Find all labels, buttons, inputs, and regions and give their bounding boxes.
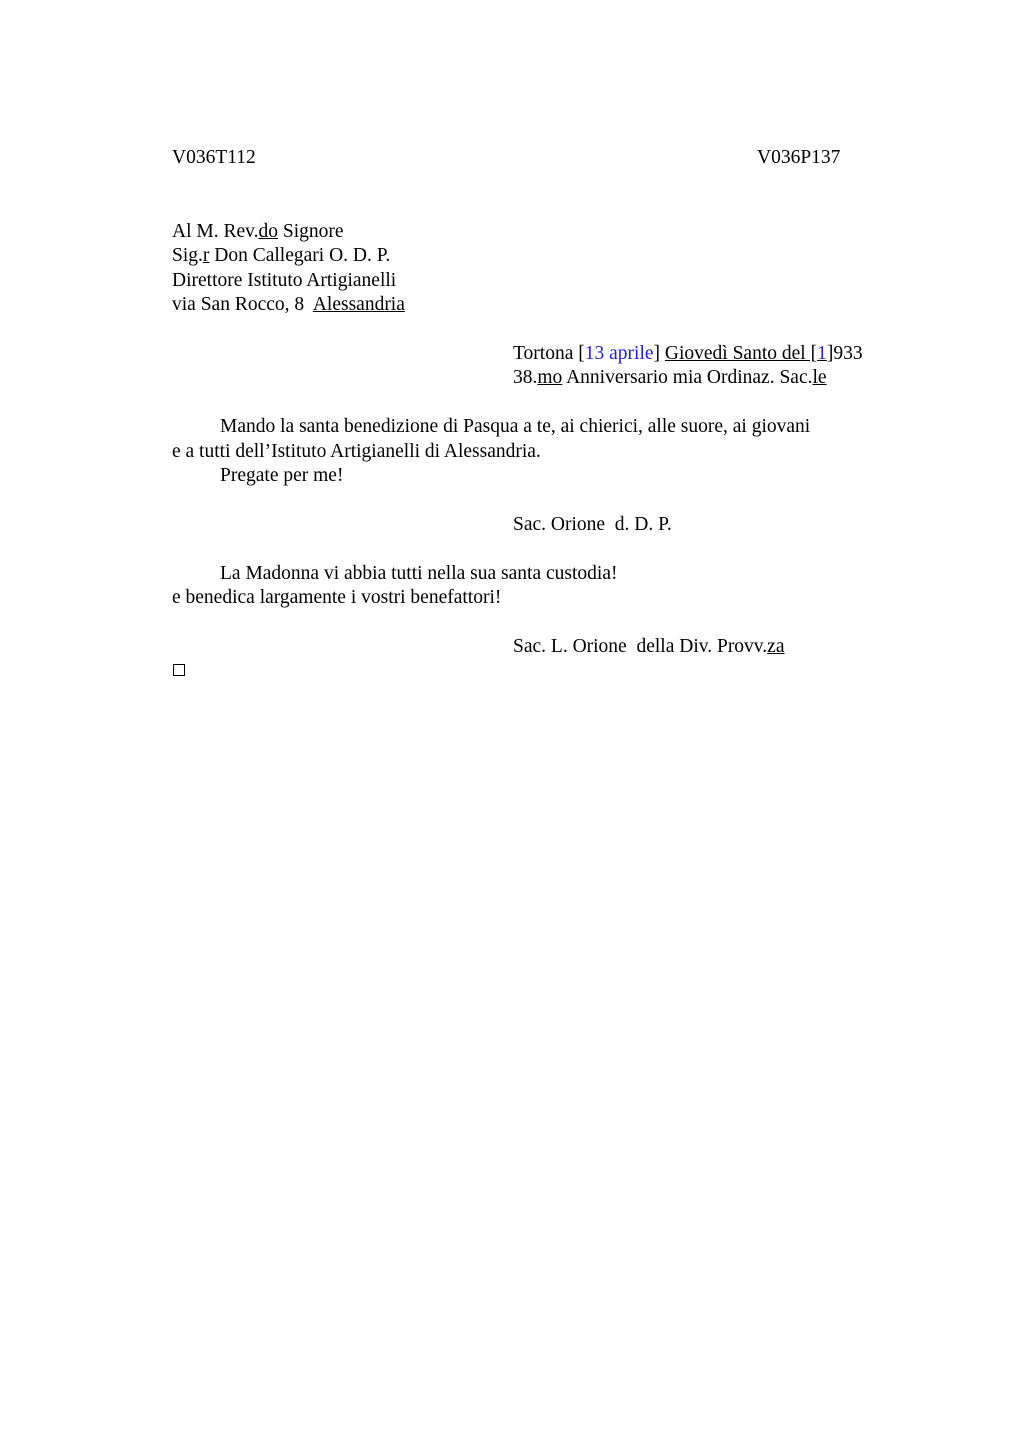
address-line-4 <box>172 293 405 317</box>
signature-2-text: Sac. L. Orione della Div. Provv. <box>513 636 768 657</box>
anniversary-abbrev: mo <box>537 367 563 388</box>
document-code-left: V036T112 <box>172 147 256 168</box>
address-city: Alessandria <box>312 294 405 315</box>
address-line-2-end: Don Callegari O. D. P. <box>209 245 391 266</box>
address-street: via San Rocco, 8 <box>172 294 313 315</box>
dateline-year-bracket: ] <box>826 343 834 364</box>
address-line-1-abbrev: do <box>258 221 278 242</box>
address-line-2 <box>172 244 390 268</box>
dateline-place: Tortona [ <box>513 343 585 364</box>
dateline-line-1 <box>513 342 863 366</box>
empty-square-mark <box>173 664 185 676</box>
address-line-2-text: Sig. <box>172 245 203 266</box>
dateline-day: Giovedì Santo del [ <box>664 343 818 364</box>
dateline-date-editorial: 13 aprile <box>584 343 654 364</box>
body-paragraph-1-line-2: e a tutti dell’Istituto Artigianelli di Alessandria. <box>172 441 541 462</box>
anniversary-abbrev-2: le <box>812 367 827 388</box>
body-paragraph-3-line-2: e benedica largamente i vostri benefattori! <box>172 587 502 608</box>
anniversary-number: 38. <box>513 367 538 388</box>
address-line-3: Direttore Istituto Artigianelli <box>172 270 397 291</box>
signature-1: Sac. Orione d. D. P. <box>513 514 672 535</box>
address-line-2-abbrev: r <box>202 245 210 266</box>
dateline-line-2 <box>513 366 827 390</box>
anniversary-text: Anniversario mia Ordinaz. Sac. <box>562 367 813 388</box>
address-line-1-end: Signore <box>277 221 344 242</box>
dateline-year-editorial: 1 <box>817 343 827 364</box>
body-paragraph-1-line-1: Mando la santa benedizione di Pasqua a te, ai chierici, alle suore, ai giovani <box>220 416 811 437</box>
dateline-bracket: ] <box>653 343 665 364</box>
document-code-right: V036P137 <box>757 147 841 168</box>
body-paragraph-3-line-1: La Madonna vi abbia tutti nella sua santa custodia! <box>220 563 618 584</box>
dateline-year: 933 <box>833 343 863 364</box>
signature-2 <box>513 635 784 659</box>
signature-2-abbrev: za <box>767 636 785 657</box>
body-paragraph-2: Pregate per me! <box>220 465 344 486</box>
address-line-1-text: Al M. Rev. <box>172 221 259 242</box>
address-line-1 <box>172 220 344 244</box>
